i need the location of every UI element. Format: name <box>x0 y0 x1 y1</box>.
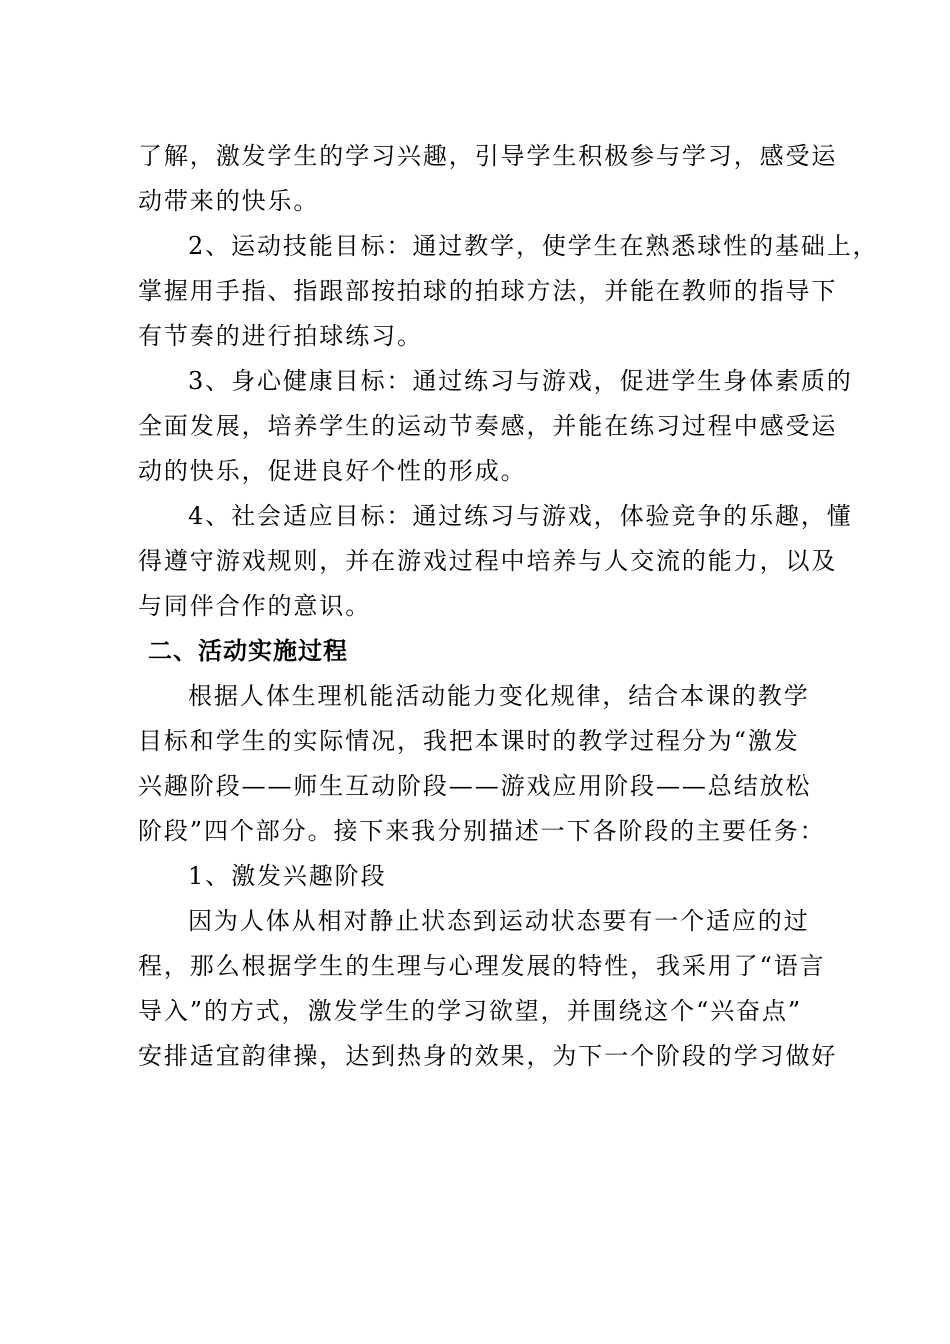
text-line: 全面发展，培养学生的运动节奏感，并能在练习过程中感受运 <box>138 412 838 440</box>
text-line: 动带来的快乐。 <box>138 187 320 215</box>
text-line: 得遵守游戏规则，并在游戏过程中培养与人交流的能力，以及 <box>138 547 838 575</box>
text-line: 安排适宜韵律操，达到热身的效果，为下一个阶段的学习做好 <box>138 1042 838 1070</box>
text-line: 兴趣阶段——师生互动阶段——游戏应用阶段——总结放松 <box>138 772 812 800</box>
text-line: 有节奏的进行拍球练习。 <box>138 322 423 350</box>
text-line: 掌握用手指、指跟部按拍球的拍球方法，并能在教师的指导下 <box>138 277 838 305</box>
text-line: 因为人体从相对静止状态到运动状态要有一个适应的过 <box>188 907 810 935</box>
text-line: 了解，激发学生的学习兴趣，引导学生积极参与学习，感受运 <box>138 142 838 170</box>
text-line: 3、身心健康目标：通过练习与游戏，促进学生身体素质的 <box>188 367 853 395</box>
text-line: 目标和学生的实际情况，我把本课时的教学过程分为“激发 <box>138 727 800 755</box>
text-line: 2、运动技能目标：通过教学，使学生在熟悉球性的基础上， <box>188 232 879 260</box>
document-page <box>138 140 879 1072</box>
text-line: 程，那么根据学生的生理与心理发展的特性，我采用了“语言 <box>138 952 826 980</box>
text-line: 动的快乐，促进良好个性的形成。 <box>138 457 527 485</box>
subsection-heading: 1、激发兴趣阶段 <box>188 862 387 890</box>
text-line: 阶段”四个部分。接下来我分别描述一下各阶段的主要任务： <box>138 817 826 845</box>
text-line: 导入”的方式，激发学生的学习欲望，并围绕这个“兴奋点” <box>138 997 803 1025</box>
text-line: 根据人体生理机能活动能力变化规律，结合本课的教学 <box>188 682 810 710</box>
text-line: 与同伴合作的意识。 <box>138 592 372 620</box>
text-line: 4、社会适应目标：通过练习与游戏，体验竞争的乐趣，懂 <box>188 502 853 530</box>
section-heading: 二、活动实施过程 <box>148 637 348 665</box>
